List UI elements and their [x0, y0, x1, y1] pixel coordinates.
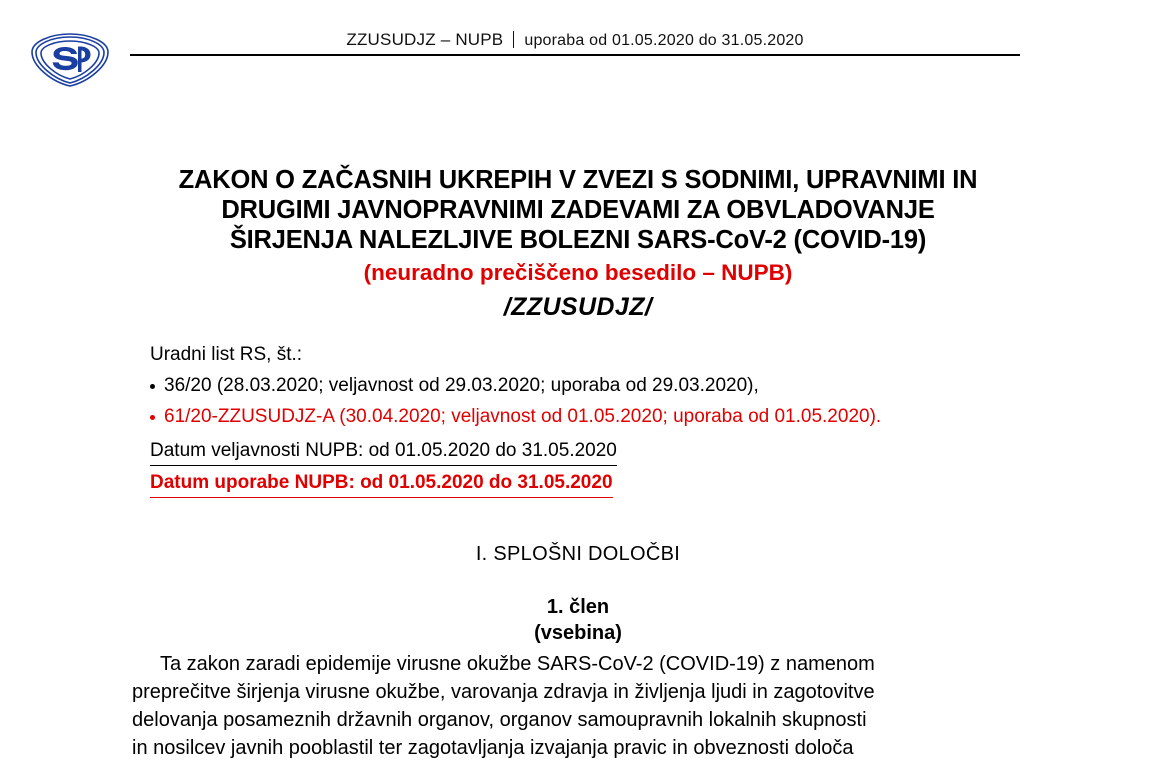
validity-date: Datum veljavnosti NUPB: od 01.05.2020 do 31.05.2020 — [150, 438, 617, 466]
dates-block — [150, 438, 617, 498]
header-rule-wrap — [130, 30, 1020, 56]
title-abbreviation: /ZZUSUDJZ/ — [503, 293, 653, 321]
title-line-1: ZAKON O ZAČASNIH UKREPIH V ZVEZI S SODNIMI, UPRAVNIMI IN — [178, 166, 978, 194]
header-title: ZZUSUDJZ – NUPB — [346, 30, 504, 49]
page-header — [0, 30, 1157, 80]
usage-date-row — [150, 470, 617, 498]
header-divider — [130, 54, 1020, 56]
source-item: 36/20 (28.03.2020; veljavnost od 29.03.2020; uporaba od 29.03.2020), — [150, 373, 1050, 399]
article-title: (vsebina) — [534, 622, 622, 644]
title-line-2: DRUGIMI JAVNOPRAVNIMI ZADEVAMI ZA OBVLADOVANJE — [221, 196, 935, 224]
header-separator — [513, 31, 514, 48]
usage-date: Datum uporabe NUPB: od 01.05.2020 do 31.05.2020 — [150, 470, 613, 498]
body-line-2: preprečitve širjenja virusne okužbe, varovanja zdravja in življenja ljudi in zagotovitve — [132, 681, 875, 703]
coat-of-arms-logo — [28, 32, 112, 88]
header-text — [130, 30, 1020, 54]
source-item: 61/20-ZZUSUDJZ-A (30.04.2020; veljavnost od 01.05.2020; uporaba od 01.05.2020). — [150, 404, 1050, 430]
validity-date-row — [150, 438, 617, 466]
title-line-3: ŠIRJENJA NALEZLJIVE BOLEZNI SARS-CoV-2 (COVID-19) — [229, 226, 927, 254]
body-line-4: in nosilcev javnih pooblastil ter zagotavljanja izvajanja pravic in obveznosti določa — [132, 737, 854, 759]
body-line-3: delovanja posameznih državnih organov, organov samoupravnih lokalnih skupnosti — [132, 709, 867, 731]
article-number: 1. člen — [546, 596, 610, 618]
body-line-1: Ta zakon zaradi epidemije virusne okužbe SARS-CoV-2 (COVID-19) z namenom — [160, 653, 875, 675]
title-subtitle: (neuradno prečiščeno besedilo – NUPB) — [363, 260, 793, 285]
body-paragraph — [132, 650, 1022, 762]
chapter-heading: I. SPLOŠNI DOLOČBI — [475, 543, 681, 565]
source-block — [150, 342, 1050, 430]
header-subtitle: uporaba od 01.05.2020 do 31.05.2020 — [524, 32, 804, 49]
page-title — [78, 165, 1078, 322]
source-label: Uradni list RS, št.: — [150, 344, 303, 365]
